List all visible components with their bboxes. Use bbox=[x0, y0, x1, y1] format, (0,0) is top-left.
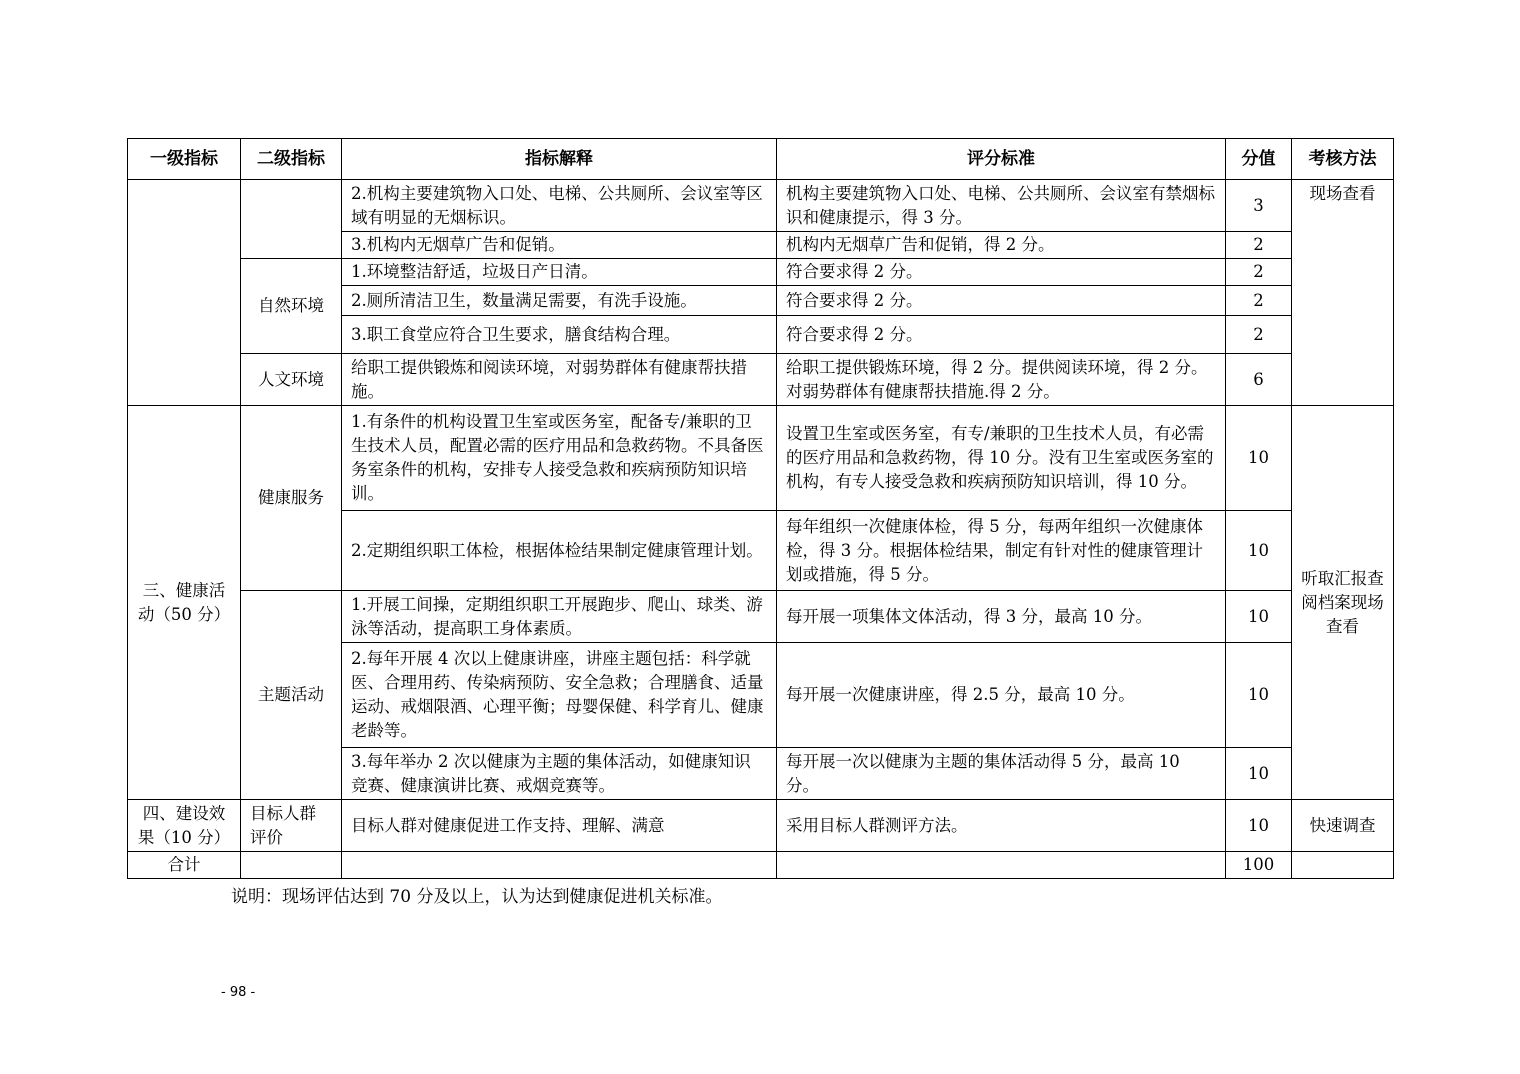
table-row bbox=[128, 591, 1394, 643]
score-cell: 2 bbox=[1226, 286, 1292, 316]
header-level1: 一级指标 bbox=[128, 139, 241, 180]
empty-cell bbox=[777, 852, 1226, 879]
score-cell: 10 bbox=[1226, 511, 1292, 591]
standard-cell: 符合要求得 2 分。 bbox=[777, 286, 1226, 316]
method-cell: 现场查看 bbox=[1292, 180, 1394, 406]
note-text: 说明：现场评估达到 70 分及以上，认为达到健康促进机关标准。 bbox=[231, 887, 723, 907]
explanation-cell: 目标人群对健康促进工作支持、理解、满意 bbox=[342, 800, 777, 852]
score-cell: 3 bbox=[1226, 180, 1292, 232]
explanation-cell: 给职工提供锻炼和阅读环境，对弱势群体有健康帮扶措施。 bbox=[342, 354, 777, 406]
level1-cell: 三、健康活动（50 分） bbox=[128, 406, 241, 800]
score-cell: 2 bbox=[1226, 259, 1292, 286]
explanation-cell: 2.厕所清洁卫生，数量满足需要，有洗手设施。 bbox=[342, 286, 777, 316]
explanation-cell: 2.机构主要建筑物入口处、电梯、公共厕所、会议室等区域有明显的无烟标识。 bbox=[342, 180, 777, 232]
empty-cell bbox=[1292, 852, 1394, 879]
header-level2: 二级指标 bbox=[241, 139, 342, 180]
score-cell: 6 bbox=[1226, 354, 1292, 406]
level2-cell: 自然环境 bbox=[241, 259, 342, 354]
standard-cell: 机构主要建筑物入口处、电梯、公共厕所、会议室有禁烟标识和健康提示，得 3 分。 bbox=[777, 180, 1226, 232]
standard-cell: 每开展一次以健康为主题的集体活动得 5 分，最高 10 分。 bbox=[777, 748, 1226, 800]
standard-cell: 每开展一项集体文体活动，得 3 分，最高 10 分。 bbox=[777, 591, 1226, 643]
explanation-cell: 1.有条件的机构设置卫生室或医务室，配备专/兼职的卫生技术人员，配置必需的医疗用品和急救药物。不具备医务室条件的机构，安排专人接受急救和疾病预防知识培训。 bbox=[342, 406, 777, 511]
header-method: 考核方法 bbox=[1292, 139, 1394, 180]
level2-cell: 人文环境 bbox=[241, 354, 342, 406]
explanation-cell: 2.每年开展 4 次以上健康讲座，讲座主题包括：科学就医、合理用药、传染病预防、安全急救；合理膳食、适量运动、戒烟限酒、心理平衡；母婴保健、科学育儿、健康老龄等。 bbox=[342, 643, 777, 748]
header-explanation: 指标解释 bbox=[342, 139, 777, 180]
total-label: 合计 bbox=[128, 852, 241, 879]
standard-cell: 每开展一次健康讲座，得 2.5 分，最高 10 分。 bbox=[777, 643, 1226, 748]
level2-cell: 目标人群评价 bbox=[241, 800, 342, 852]
header-standard: 评分标准 bbox=[777, 139, 1226, 180]
explanation-cell: 1.环境整洁舒适，垃圾日产日清。 bbox=[342, 259, 777, 286]
explanation-cell: 2.定期组织职工体检，根据体检结果制定健康管理计划。 bbox=[342, 511, 777, 591]
level2-cell: 健康服务 bbox=[241, 406, 342, 591]
explanation-cell: 3.机构内无烟草广告和促销。 bbox=[342, 232, 777, 259]
method-cell: 听取汇报查阅档案现场查看 bbox=[1292, 406, 1394, 800]
standard-cell: 给职工提供锻炼环境，得 2 分。提供阅读环境，得 2 分。对弱势群体有健康帮扶措施.得 2 分。 bbox=[777, 354, 1226, 406]
table-row bbox=[128, 259, 1394, 286]
score-cell: 10 bbox=[1226, 800, 1292, 852]
empty-cell bbox=[342, 852, 777, 879]
standard-cell: 符合要求得 2 分。 bbox=[777, 259, 1226, 286]
level1-cell: 四、建设效果（10 分） bbox=[128, 800, 241, 852]
standard-cell: 每年组织一次健康体检，得 5 分，每两年组织一次健康体检，得 3 分。根据体检结果，制定有针对性的健康管理计划或措施，得 5 分。 bbox=[777, 511, 1226, 591]
total-row bbox=[128, 852, 1394, 879]
score-cell: 10 bbox=[1226, 643, 1292, 748]
level1-cell-empty bbox=[128, 180, 241, 406]
total-score: 100 bbox=[1226, 852, 1292, 879]
table-row bbox=[128, 800, 1394, 852]
standard-cell: 设置卫生室或医务室，有专/兼职的卫生技术人员，有必需的医疗用品和急救药物，得 10 分。没有卫生室或医务室的机构，有专人接受急救和疾病预防知识培训，得 10 分。 bbox=[777, 406, 1226, 511]
header-score: 分值 bbox=[1226, 139, 1292, 180]
score-cell: 2 bbox=[1226, 316, 1292, 354]
explanation-cell: 1.开展工间操，定期组织职工开展跑步、爬山、球类、游泳等活动，提高职工身体素质。 bbox=[342, 591, 777, 643]
level2-cell-empty bbox=[241, 180, 342, 259]
score-cell: 10 bbox=[1226, 748, 1292, 800]
standard-cell: 机构内无烟草广告和促销，得 2 分。 bbox=[777, 232, 1226, 259]
table-row bbox=[128, 180, 1394, 232]
level2-cell: 主题活动 bbox=[241, 591, 342, 800]
explanation-cell: 3.职工食堂应符合卫生要求，膳食结构合理。 bbox=[342, 316, 777, 354]
standard-cell: 采用目标人群测评方法。 bbox=[777, 800, 1226, 852]
table-row bbox=[128, 354, 1394, 406]
score-cell: 10 bbox=[1226, 591, 1292, 643]
score-cell: 10 bbox=[1226, 406, 1292, 511]
page-number: - 98 - bbox=[221, 985, 256, 1000]
table-row bbox=[128, 406, 1394, 511]
explanation-cell: 3.每年举办 2 次以健康为主题的集体活动，如健康知识竞赛、健康演讲比赛、戒烟竞赛等。 bbox=[342, 748, 777, 800]
evaluation-table bbox=[127, 138, 1394, 879]
header-row bbox=[128, 139, 1394, 180]
score-cell: 2 bbox=[1226, 232, 1292, 259]
empty-cell bbox=[241, 852, 342, 879]
standard-cell: 符合要求得 2 分。 bbox=[777, 316, 1226, 354]
method-cell: 快速调查 bbox=[1292, 800, 1394, 852]
